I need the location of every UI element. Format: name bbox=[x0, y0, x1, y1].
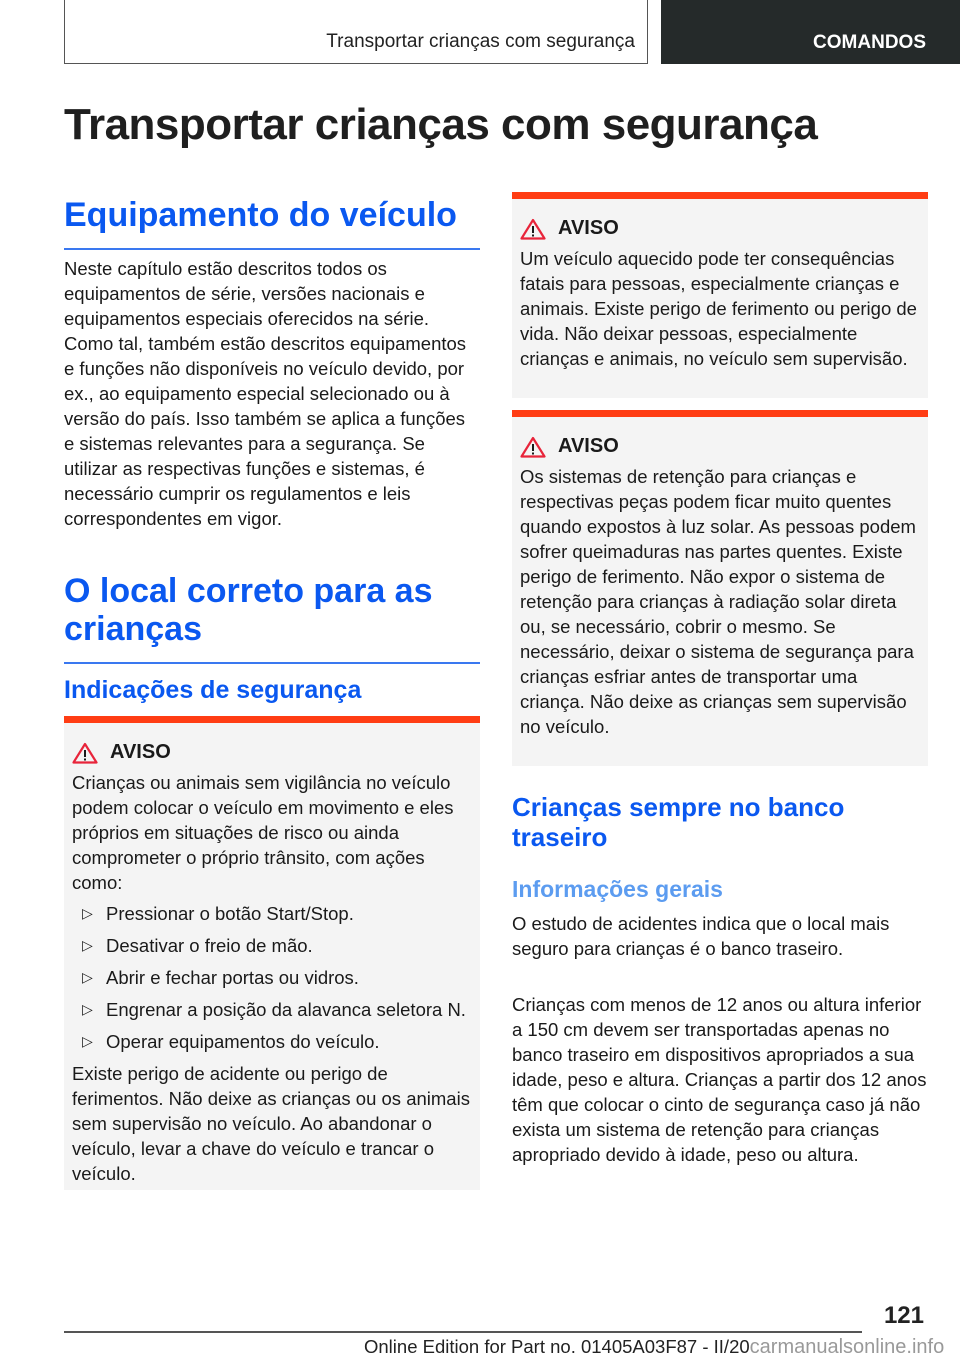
list-item: ▷ Pressionar o botão Start/Stop. bbox=[82, 903, 354, 924]
running-header-title: Transportar crianças com segurança bbox=[326, 31, 635, 52]
warning-title: AVISO bbox=[520, 435, 920, 458]
running-header bbox=[64, 0, 648, 64]
list-item: ▷ Abrir e fechar portas ou vidros. bbox=[82, 967, 359, 988]
chapter-tab-label: COMANDOS bbox=[813, 32, 926, 53]
bullet-triangle-icon: ▷ bbox=[82, 937, 93, 953]
subheading-informacoes-gerais: Informações gerais bbox=[512, 876, 723, 902]
heading-banco-traseiro: Crianças sempre no banco traseiro bbox=[512, 792, 845, 852]
warning1-intro: Crianças ou animais sem vigilância no veículo podem colocar o veículo em movimento e eles próprios em situações de risco ou ainda comprometer o próprio trânsito, com ações como: bbox=[72, 772, 454, 893]
chapter-tab bbox=[661, 0, 960, 64]
list-item: ▷ Engrenar a posição da alavanca seletora N. bbox=[82, 999, 466, 1020]
subheading-indicacoes: Indicações de segurança bbox=[64, 676, 362, 704]
warning-triangle-icon bbox=[72, 742, 98, 764]
warning3-body: Os sistemas de retenção para crianças e respectivas peças podem ficar muito quentes quando expostos à luz solar. As pessoas podem sofrer queimaduras nas partes quentes. Existe perigo de ferimento. Não expor o sistema de retenção para crianças à radiação solar direta ou, se necessário, cobrir o mesmo. Se necessário, deixar o sistema de segurança para crianças esfriar antes de transportar uma criança. Não deixe as crianças sem supervisão no veículo. bbox=[520, 466, 916, 737]
warning-box-1 bbox=[64, 716, 480, 1190]
banco-traseiro-para1: O estudo de acidentes indica que o local mais seguro para crianças é o banco traseiro. bbox=[512, 913, 890, 959]
warning-box-2 bbox=[512, 192, 928, 398]
banco-traseiro-para2: Crianças com menos de 12 anos ou altura inferior a 150 cm devem ser transportadas apenas no banco traseiro em dispositivos apropriados a sua idade, peso e altura. Crianças a partir dos 12 anos têm que colocar o cinto de segurança caso já não exista um sistema de retenção para crianças apropriado devido à idade, peso ou altura. bbox=[512, 994, 927, 1165]
list-item: ▷ Operar equipamentos do veículo. bbox=[82, 1031, 380, 1052]
page-title: Transportar crianças com segurança bbox=[64, 100, 818, 149]
bullet-triangle-icon: ▷ bbox=[82, 1001, 93, 1017]
warning-triangle-icon bbox=[520, 436, 546, 458]
warning-triangle-icon bbox=[520, 218, 546, 240]
footer-divider bbox=[64, 1331, 862, 1333]
bullet-triangle-icon: ▷ bbox=[82, 905, 93, 921]
warning-title: AVISO bbox=[72, 741, 472, 764]
warning1-outro: Existe perigo de acidente ou perigo de ferimentos. Não deixe as crianças ou os animais sem supervisão no veículo. Ao abandonar o veículo, levar a chave do veículo e trancar o veículo. bbox=[72, 1063, 470, 1184]
list-item: ▷ Desativar o freio de mão. bbox=[82, 935, 313, 956]
equipamento-body: Neste capítulo estão descritos todos os equipamentos de série, versões nacionais e equipamentos especiais oferecidos na série. Como tal, também estão descritos equipamentos e funções não disponíveis no veículo devido, por ex., ao equipamento especial selecionado ou à versão do país. Isso também se aplica a funções e sistemas relevantes para a segurança. Se utilizar as respectivas funções e sistemas, é necessário cumprir os regulamentos e leis correspondentes em vigor. bbox=[64, 258, 467, 529]
warning-box-3 bbox=[512, 410, 928, 766]
watermark: carmanualsonline.info bbox=[749, 1336, 945, 1358]
bullet-triangle-icon: ▷ bbox=[82, 1033, 93, 1049]
page-number: 121 bbox=[883, 1302, 924, 1329]
warning2-body: Um veículo aquecido pode ter consequências fatais para pessoas, especialmente crianças e animais. Existe perigo de ferimento ou perigo de vida. Não deixar pessoas, especialmente crianças e animais, no veículo sem supervisão. bbox=[520, 248, 917, 369]
warning1-bullet-list bbox=[72, 901, 472, 1054]
warning-title: AVISO bbox=[520, 217, 920, 240]
heading-equipamento: Equipamento do veículo bbox=[64, 196, 480, 250]
heading-local-correto: O local correto para as crianças bbox=[64, 572, 480, 664]
edition-info: Online Edition for Part no. 01405A03F87 - II/20carmanualsonline.info bbox=[364, 1336, 945, 1358]
bullet-triangle-icon: ▷ bbox=[82, 969, 93, 985]
